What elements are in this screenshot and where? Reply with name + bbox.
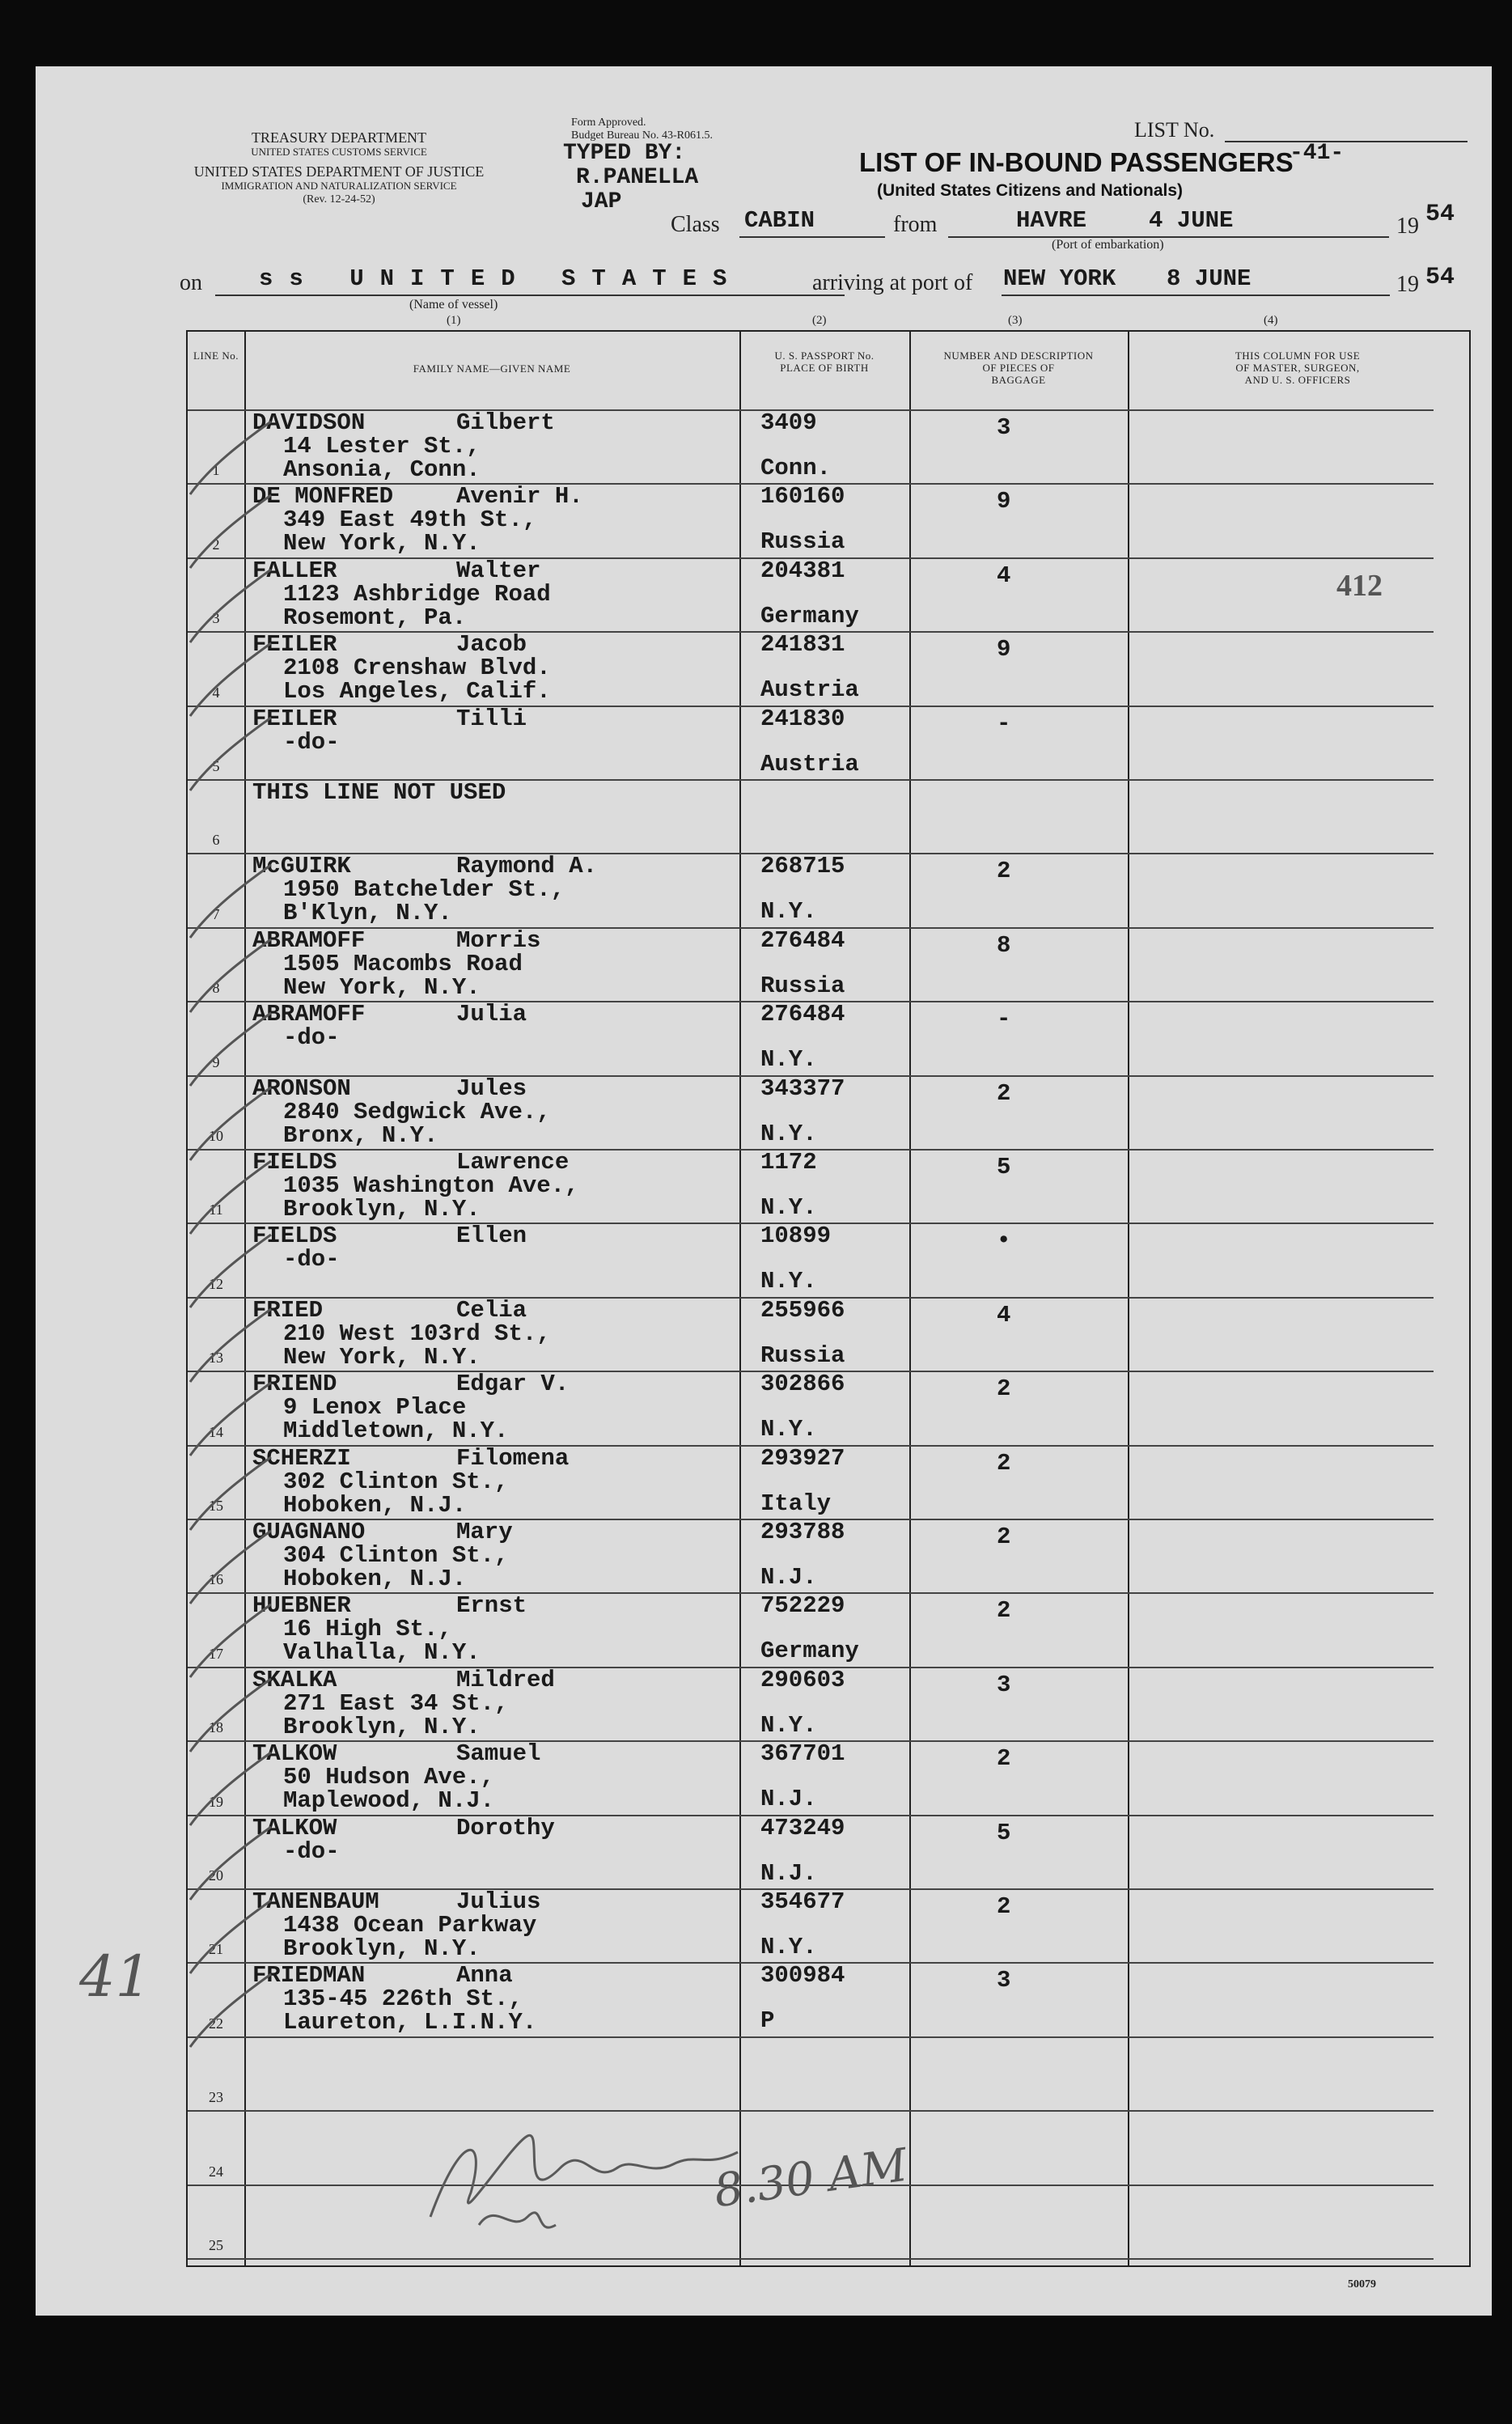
family-name: FRIED (252, 1296, 324, 1324)
given-name: Filomena (456, 1444, 570, 1472)
baggage-count: 2 (997, 1375, 1011, 1403)
list-no-underline (1225, 141, 1468, 142)
place-of-birth: N.J. (760, 1564, 817, 1591)
passport-number: 3409 (760, 409, 817, 436)
place-of-birth: N.Y. (760, 1711, 817, 1739)
col-num-4: (4) (1264, 314, 1278, 327)
family-name: McGUIRK (252, 853, 351, 880)
line-number: 20 (209, 1867, 223, 1884)
baggage-count: 2 (997, 1745, 1011, 1773)
address-line-1: 304 Clinton St., (283, 1542, 509, 1569)
passport-number: 241831 (760, 631, 845, 659)
class-value: CABIN (744, 207, 815, 234)
treasury-label: TREASURY DEPARTMENT (251, 129, 427, 146)
passport-number: 204381 (760, 557, 845, 584)
family-name: DE MONFRED (252, 483, 394, 511)
place-of-birth: N.Y. (760, 1194, 817, 1221)
address-line-1: 2840 Sedgwick Ave., (283, 1098, 551, 1125)
table-row (188, 927, 1434, 1002)
given-name: Morris (456, 926, 541, 954)
from-label: from (893, 212, 938, 237)
passport-number: 300984 (760, 1962, 845, 1990)
table-row (188, 1075, 1434, 1151)
given-name: Avenir H. (456, 483, 583, 511)
line-number: 12 (209, 1275, 223, 1292)
line-number: 8 (212, 980, 220, 997)
place-of-birth: N.J. (760, 1859, 817, 1887)
from-port: HAVRE (1016, 207, 1087, 234)
revision-label: (Rev. 12-24-52) (303, 193, 375, 206)
passport-number: 255966 (760, 1296, 845, 1324)
manifest-sheet (36, 66, 1492, 2316)
family-name: ABRAMOFF (252, 1001, 366, 1028)
address-line-2: Maplewood, N.J. (283, 1787, 495, 1815)
table-row (188, 1888, 1434, 1964)
line-number: 1 (212, 462, 220, 479)
family-name: FIELDS (252, 1149, 337, 1176)
address-line-2: New York, N.Y. (283, 1343, 481, 1371)
table-row (188, 1371, 1434, 1446)
baggage-count: 5 (997, 1819, 1011, 1846)
place-of-birth: N.Y. (760, 1934, 817, 1960)
passport-number: 276484 (760, 1001, 845, 1028)
line-number: 2 (212, 536, 220, 553)
line-number: 11 (209, 1201, 223, 1218)
table-row (188, 1740, 1434, 1816)
family-name: THIS LINE NOT USED (252, 779, 506, 806)
address-line-1: 349 East 49th St., (283, 506, 537, 534)
year-2: 54 (1425, 264, 1455, 291)
place-of-birth: N.Y. (760, 1268, 817, 1295)
table-row (188, 409, 1434, 485)
line-number: 21 (209, 1941, 223, 1958)
address-line-1: -do- (283, 1837, 340, 1865)
header-officers-line2: OF MASTER, SURGEON, (1235, 362, 1360, 374)
line-number: 10 (209, 1127, 223, 1144)
given-name: Walter (456, 557, 541, 584)
address-line-2: Brooklyn, N.Y. (283, 1713, 481, 1740)
address-line-1: 9 Lenox Place (283, 1394, 467, 1422)
passport-number: 302866 (760, 1371, 845, 1398)
address-line-1: 1035 Washington Ave., (283, 1172, 579, 1199)
given-name: Mary (456, 1519, 513, 1545)
address-line-1: 302 Clinton St., (283, 1468, 509, 1495)
header-baggage-line2: OF PIECES OF (982, 362, 1055, 374)
place-of-birth: Russia (760, 1341, 845, 1369)
address-line-1: -do- (283, 728, 340, 756)
given-name: Jacob (456, 631, 527, 659)
address-line-2: Los Angeles, Calif. (283, 678, 551, 706)
passport-number: 367701 (760, 1740, 845, 1768)
place-of-birth: Austria (760, 750, 859, 778)
col-num-1: (1) (447, 314, 461, 327)
address-line-2: Rosemont, Pa. (283, 604, 467, 631)
place-of-birth: N.Y. (760, 1416, 817, 1443)
given-name: Tilli (456, 705, 527, 732)
line-number: 4 (212, 684, 220, 701)
year-1: 54 (1425, 201, 1455, 228)
class-underline (739, 236, 885, 238)
header-passport-line2: PLACE OF BIRTH (780, 362, 869, 374)
given-name: Ellen (456, 1223, 527, 1250)
budget-bureau: Budget Bureau No. 43-R061.5. (571, 129, 713, 142)
on-label: on (180, 270, 202, 295)
table-row (188, 706, 1434, 781)
baggage-count: 9 (997, 636, 1011, 663)
baggage-count: 9 (997, 488, 1011, 515)
passport-number: 276484 (760, 926, 845, 954)
ins-label: IMMIGRATION AND NATURALIZATION SERVICE (221, 180, 457, 192)
family-name: FEILER (252, 705, 337, 732)
handwritten-time: 8.30 AM (710, 2138, 911, 2218)
typed-by-name: R.PANELLA (576, 165, 699, 190)
table-row (188, 1962, 1434, 2037)
line-number: 15 (209, 1497, 223, 1514)
address-line-2: New York, N.Y. (283, 973, 481, 1001)
year-prefix-1: 19 (1396, 214, 1419, 239)
place-of-birth: Russia (760, 528, 845, 556)
given-name: Anna (456, 1962, 513, 1990)
given-name: Gilbert (456, 409, 555, 436)
given-name: Lawrence (456, 1149, 570, 1176)
address-line-1: 1438 Ocean Parkway (283, 1912, 537, 1939)
header-line-no: LINE No. (193, 350, 239, 362)
table-row (188, 1001, 1434, 1076)
table-row (188, 1815, 1434, 1890)
place-of-birth: Germany (760, 1638, 859, 1665)
table-row (188, 1297, 1434, 1372)
header-row-border (188, 332, 1434, 411)
place-of-birth: Conn. (760, 455, 832, 481)
arrival-port: NEW YORK (1003, 265, 1116, 292)
place-of-birth: Italy (760, 1490, 832, 1517)
baggage-count: - (997, 1006, 1011, 1033)
family-name: ARONSON (252, 1074, 351, 1102)
given-name: Mildred (456, 1666, 555, 1693)
line-number: 6 (212, 832, 220, 849)
family-name: FRIEND (252, 1371, 337, 1398)
place-of-birth: Austria (760, 676, 859, 704)
family-name: HUEBNER (252, 1592, 351, 1620)
address-line-2: Valhalla, N.Y. (283, 1639, 481, 1667)
line-number: 16 (209, 1571, 223, 1588)
address-line-2: Brooklyn, N.Y. (283, 1935, 481, 1962)
address-line-2: Ansonia, Conn. (283, 456, 481, 483)
line-number: 23 (209, 2089, 223, 2106)
typed-by-initials: JAP (581, 189, 622, 214)
header-officers-line3: AND U. S. OFFICERS (1244, 374, 1351, 386)
passport-number: 241830 (760, 705, 845, 732)
col-num-2: (2) (812, 314, 827, 327)
given-name: Ernst (456, 1592, 527, 1620)
family-name: ABRAMOFF (252, 926, 366, 954)
passport-number: 1172 (760, 1149, 817, 1176)
table-row (188, 779, 1434, 854)
year-prefix-2: 19 (1396, 272, 1419, 297)
address-line-1: 135-45 226th St., (283, 1985, 523, 2013)
given-name: Celia (456, 1296, 527, 1324)
baggage-count: 3 (997, 414, 1011, 441)
table-row (188, 1223, 1434, 1298)
address-line-2: Laureton, L.I.N.Y. (283, 2009, 537, 2036)
header-baggage-line1: NUMBER AND DESCRIPTION (943, 350, 1094, 362)
place-of-birth: N.Y. (760, 898, 817, 926)
baggage-count: 8 (997, 931, 1011, 959)
form-number: 50079 (1348, 2278, 1376, 2291)
address-line-2: Hoboken, N.J. (283, 1566, 467, 1592)
address-line-2: New York, N.Y. (283, 530, 481, 557)
address-line-1: 14 Lester St., (283, 433, 481, 460)
line-number: 25 (209, 2236, 223, 2253)
family-name: FALLER (252, 557, 337, 584)
dept-header (177, 131, 501, 206)
table-row (188, 557, 1434, 633)
form-approved: Form Approved. (571, 117, 646, 129)
list-no-value: -41- (1290, 141, 1345, 166)
header-officers-line1: THIS COLUMN FOR USE (1235, 350, 1361, 362)
line-number: 13 (209, 1350, 223, 1367)
line-number: 18 (209, 1719, 223, 1736)
given-name: Julia (456, 1001, 527, 1028)
given-name: Jules (456, 1074, 527, 1102)
address-line-1: 271 East 34 St., (283, 1689, 509, 1717)
passport-number: 752229 (760, 1592, 845, 1620)
line-number: 17 (209, 1645, 223, 1662)
address-line-1: 16 High St., (283, 1616, 452, 1643)
list-no-label: LIST No. (1134, 118, 1215, 142)
family-name: SCHERZI (252, 1444, 351, 1472)
passenger-table (186, 330, 1471, 2267)
family-name: TALKOW (252, 1814, 337, 1841)
address-line-1: 1123 Ashbridge Road (283, 580, 551, 608)
baggage-count: 2 (997, 1449, 1011, 1477)
address-line-2: B'Klyn, N.Y. (283, 900, 452, 927)
address-line-1: 210 West 103rd St., (283, 1320, 551, 1347)
family-name: FRIEDMAN (252, 1962, 366, 1990)
table-row (188, 1592, 1434, 1668)
line-number: 3 (212, 610, 220, 627)
place-of-birth: N.J. (760, 1786, 817, 1813)
passport-number: 354677 (760, 1888, 845, 1915)
family-name: FIELDS (252, 1223, 337, 1250)
given-name: Dorothy (456, 1814, 555, 1841)
header-baggage-line3: BAGGAGE (991, 374, 1046, 386)
address-line-1: 50 Hudson Ave., (283, 1764, 495, 1791)
arrival-date: 8 JUNE (1167, 265, 1252, 292)
line-number: 7 (212, 905, 220, 922)
table-row (188, 1445, 1434, 1520)
typed-by-label: TYPED BY: (563, 141, 686, 166)
table-row (188, 483, 1434, 558)
family-name: GUAGNANO (252, 1519, 366, 1545)
address-line-2: Bronx, N.Y. (283, 1121, 438, 1149)
from-date: 4 JUNE (1149, 207, 1234, 234)
passport-number: 160160 (760, 483, 845, 511)
from-underline (948, 236, 1389, 238)
customs-label: UNITED STATES CUSTOMS SERVICE (251, 146, 427, 158)
address-line-1: -do- (283, 1024, 340, 1052)
line-number: 14 (209, 1423, 223, 1440)
vessel-name: ss UNITED STATES (259, 265, 743, 292)
table-row (188, 631, 1434, 706)
passport-number: 293927 (760, 1444, 845, 1472)
passport-number: 293788 (760, 1519, 845, 1545)
line-number: 22 (209, 2015, 223, 2032)
given-name: Raymond A. (456, 853, 598, 880)
baggage-count: • (997, 1227, 1011, 1255)
vessel-caption: (Name of vessel) (409, 298, 498, 311)
col-num-3: (3) (1008, 314, 1023, 327)
address-line-2: Middletown, N.Y. (283, 1418, 509, 1445)
place-of-birth: Russia (760, 972, 845, 999)
place-of-birth: N.Y. (760, 1120, 817, 1147)
place-of-birth: Germany (760, 602, 859, 629)
baggage-count: 2 (997, 858, 1011, 885)
justice-label: UNITED STATES DEPARTMENT OF JUSTICE (193, 163, 485, 180)
vessel-underline (215, 295, 845, 296)
place-of-birth: N.Y. (760, 1046, 817, 1074)
baggage-count: 4 (997, 562, 1011, 589)
table-row (188, 2036, 1434, 2112)
baggage-count: 3 (997, 1967, 1011, 1994)
passport-number: 473249 (760, 1814, 845, 1841)
header-name: FAMILY NAME—GIVEN NAME (413, 362, 571, 375)
baggage-count: 2 (997, 1597, 1011, 1625)
baggage-count: 2 (997, 1523, 1011, 1550)
given-name: Julius (456, 1888, 541, 1915)
arrival-underline (1002, 295, 1390, 296)
baggage-count: 2 (997, 1079, 1011, 1107)
address-line-1: 2108 Crenshaw Blvd. (283, 655, 551, 682)
officer-note: 412 (1336, 568, 1383, 603)
family-name: DAVIDSON (252, 409, 366, 436)
address-line-2: Brooklyn, N.Y. (283, 1196, 481, 1223)
header-passport-line1: U. S. PASSPORT No. (774, 350, 875, 362)
table-row (188, 1149, 1434, 1224)
baggage-count: - (997, 710, 1011, 737)
table-row (188, 1519, 1434, 1594)
passport-number: 268715 (760, 853, 845, 880)
passport-number: 343377 (760, 1074, 845, 1102)
place-of-birth: P (760, 2007, 775, 2035)
given-name: Samuel (456, 1740, 541, 1768)
baggage-count: 4 (997, 1301, 1011, 1329)
arriving-label: arriving at port of (812, 270, 973, 295)
list-subtitle: (United States Citizens and Nationals) (877, 181, 1184, 200)
address-line-1: 1950 Batchelder St., (283, 876, 565, 904)
family-name: TANENBAUM (252, 1888, 379, 1915)
address-line-1: 1505 Macombs Road (283, 950, 523, 977)
passport-number: 290603 (760, 1666, 845, 1693)
family-name: TALKOW (252, 1740, 337, 1768)
family-name: SKALKA (252, 1666, 337, 1693)
class-label: Class (671, 212, 720, 237)
passport-number: 10899 (760, 1223, 832, 1250)
table-row (188, 853, 1434, 928)
address-line-2: Hoboken, N.J. (283, 1491, 467, 1519)
list-title: LIST OF IN-BOUND PASSENGERS (859, 147, 1294, 177)
port-embarkation-caption: (Port of embarkation) (1052, 238, 1164, 252)
address-line-1: -do- (283, 1246, 340, 1273)
baggage-count: 2 (997, 1893, 1011, 1920)
given-name: Edgar V. (456, 1371, 570, 1398)
line-number: 19 (209, 1793, 223, 1810)
family-name: FEILER (252, 631, 337, 659)
margin-note: 41 (79, 1943, 152, 2010)
line-number: 24 (209, 2163, 223, 2180)
line-number: 9 (212, 1053, 220, 1070)
baggage-count: 5 (997, 1154, 1011, 1180)
line-number: 5 (212, 757, 220, 774)
baggage-count: 3 (997, 1671, 1011, 1698)
table-row (188, 1667, 1434, 1742)
